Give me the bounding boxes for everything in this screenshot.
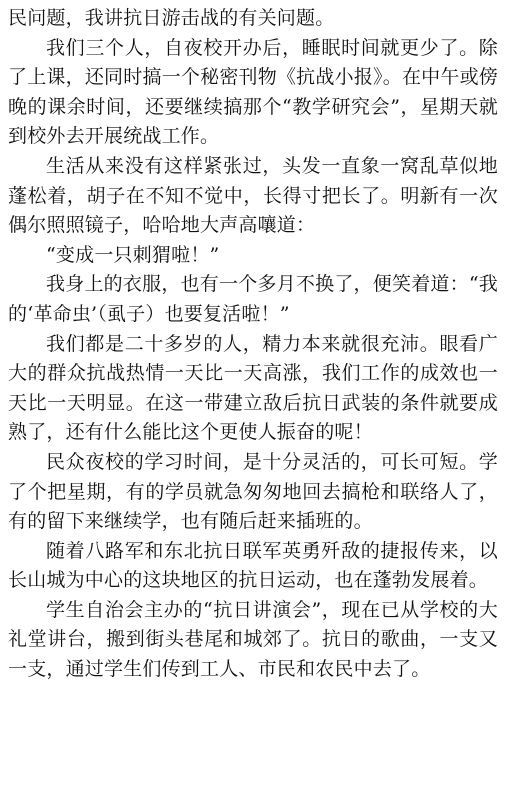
paragraph: 民问题，我讲抗日游击战的有关问题。 <box>8 7 335 29</box>
paragraph: 我们都是二十多岁的人，精力本来就很充沛。眼看广大的群众抗战热情一天比一天高涨，我们工作的成效也一天比一天明显。在这一带建立敌后抗日武装的条件就要成熟了，还有什么能比这个更使人振奋的呢！ <box>8 332 498 444</box>
paragraph: 我身上的衣服，也有一个多月不换了，便笑着道：“我的‘革命虫’（虱子）也要复活啦！” <box>8 273 498 325</box>
paragraph: 我们三个人，自夜校开办后，睡眠时间就更少了。除了上课，还同时搞一个秘密刊物《抗战小报》。在中午或傍晚的课余时间，还要继续搞那个“教学研究会”，星期天就到校外去开展统战工作。 <box>8 36 498 148</box>
paragraph: 民众夜校的学习时间，是十分灵活的，可长可短。学了个把星期，有的学员就急匆匆地回去搞枪和联络人了，有的留下来继续学，也有随后赶来插班的。 <box>8 450 498 533</box>
paragraph: 生活从来没有这样紧张过，头发一直象一窝乱草似地蓬松着，胡子在不知不觉中，长得寸把长了。明新有一次偶尔照照镜子，哈哈地大声高嚷道： <box>8 154 498 237</box>
paragraph: 随着八路军和东北抗日联军英勇歼敌的捷报传来，以长山城为中心的这块地区的抗日运动，也在蓬勃发展着。 <box>8 539 498 592</box>
paragraph: “变成一只刺猬啦！” <box>46 243 220 266</box>
paragraph: 学生自治会主办的“抗日讲演会”，现在已从学校的大礼堂讲台，搬到街头巷尾和城郊了。抗日的歌曲，一支又一支，通过学生们传到工人、市民和农民中去了。 <box>8 598 498 681</box>
